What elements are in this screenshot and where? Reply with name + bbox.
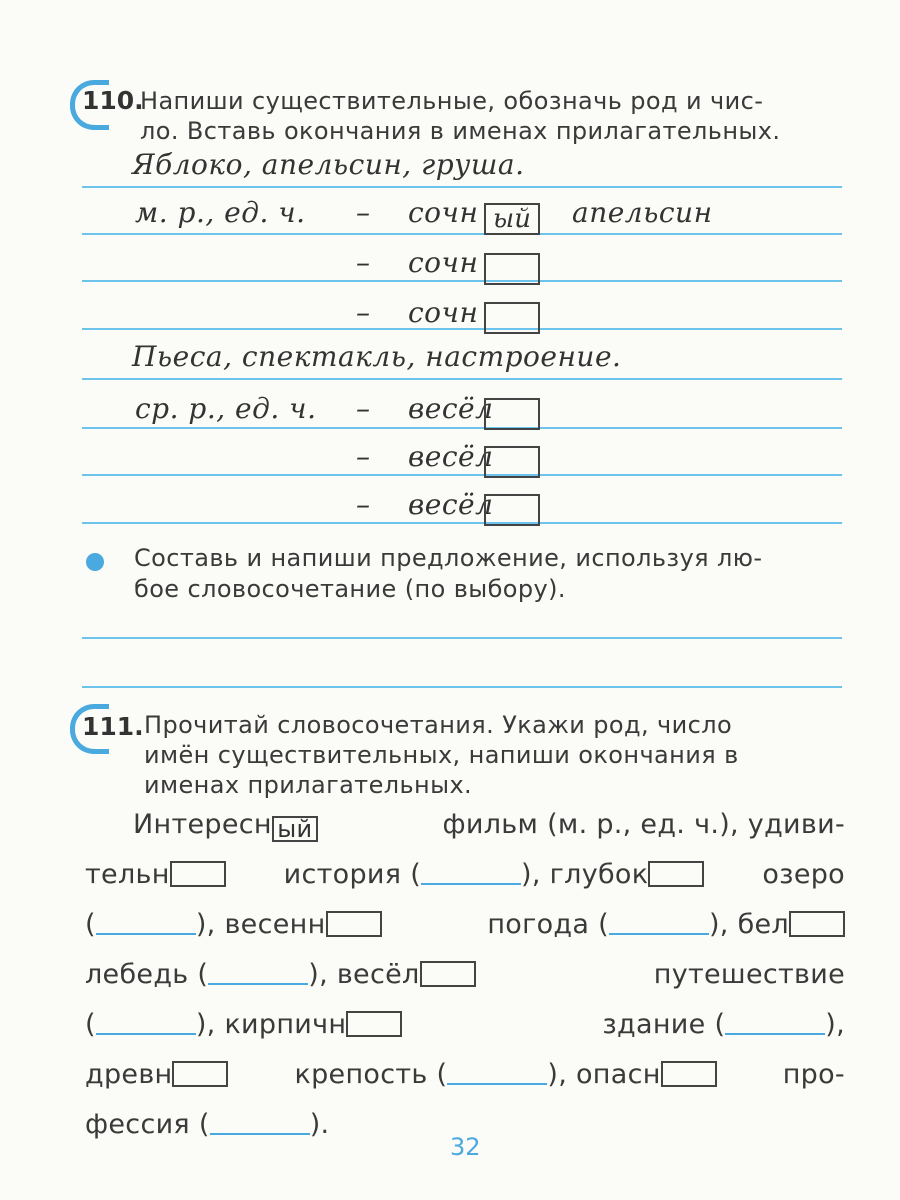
task-110-instruction-line1: Напиши существительные, обозначь род и чис- — [140, 87, 764, 115]
exercise-row — [85, 900, 845, 950]
phrase-text: тельн — [85, 859, 170, 890]
dash: – — [356, 196, 371, 229]
bullet-dot — [86, 553, 104, 571]
nouns-group2: Пьеса, спектакль, настроение. — [132, 340, 622, 373]
writing-line — [82, 686, 842, 688]
writing-line — [82, 522, 842, 524]
task-110-instruction-line2: ло. Вставь окончания в именах прилагательных. — [140, 117, 781, 145]
phrase-text: лебедь ( — [85, 959, 209, 990]
ending-box[interactable] — [346, 1011, 402, 1037]
answer-blank[interactable] — [208, 957, 308, 985]
ending-box[interactable] — [484, 398, 540, 430]
noun-written: апельсин — [572, 196, 713, 229]
ending-box[interactable] — [484, 253, 540, 285]
phrase-text: ). — [309, 1109, 330, 1140]
bullet-instruction-line2: бое словосочетание (по выбору). — [134, 575, 566, 603]
phrase-text: ), глубок — [521, 859, 649, 890]
task-111-number: 111. — [82, 712, 144, 741]
phrase-text: ), весенн — [195, 909, 326, 940]
dash: – — [356, 488, 371, 521]
writing-line — [82, 637, 842, 639]
phrase-text: путешествие — [653, 959, 845, 990]
ending-box[interactable] — [484, 446, 540, 478]
writing-line — [82, 186, 842, 188]
ending-box[interactable] — [172, 1061, 228, 1087]
gender-label-group2: ср. р., ед. ч. — [135, 392, 317, 425]
adjective-stem: сочн — [408, 196, 479, 229]
ending-box[interactable] — [484, 302, 540, 334]
dash: – — [356, 440, 371, 473]
nouns-group1: Яблоко, апельсин, груша. — [132, 148, 525, 181]
answer-blank[interactable] — [210, 1107, 310, 1135]
adjective-stem: весёл — [408, 440, 494, 473]
phrase-text: Интересн — [133, 809, 272, 840]
task-111-instruction-line3: именах прилагательных. — [144, 771, 473, 799]
writing-line — [82, 427, 842, 429]
writing-line — [82, 474, 842, 476]
phrase-text: древн — [85, 1059, 173, 1090]
answer-blank[interactable] — [447, 1057, 547, 1085]
task-111-exercise — [85, 800, 845, 1150]
phrase-text: история ( — [283, 859, 422, 890]
writing-line — [82, 233, 842, 235]
exercise-row — [85, 850, 845, 900]
ending-box[interactable] — [484, 494, 540, 526]
phrase-text: погода ( — [487, 909, 609, 940]
answer-blank[interactable] — [421, 857, 521, 885]
exercise-row — [85, 800, 845, 850]
writing-line — [82, 280, 842, 282]
ending-box[interactable] — [789, 911, 845, 937]
adjective-stem: сочн — [408, 296, 479, 329]
adjective-stem: сочн — [408, 246, 479, 279]
answer-blank[interactable] — [609, 907, 709, 935]
answer-blank[interactable] — [96, 907, 196, 935]
adjective-stem: весёл — [408, 392, 494, 425]
phrase-text: ), кирпичн — [195, 1009, 347, 1040]
phrase-text: озеро — [762, 859, 845, 890]
phrase-text: ), бел — [708, 909, 789, 940]
ending-box[interactable] — [170, 861, 226, 887]
phrase-text: фессия ( — [85, 1109, 210, 1140]
exercise-row — [85, 1050, 845, 1100]
answer-blank[interactable] — [725, 1007, 825, 1035]
exercise-row — [85, 1000, 845, 1050]
phrase-text: ), опасн — [547, 1059, 661, 1090]
ending-box[interactable] — [420, 961, 476, 987]
dash: – — [356, 246, 371, 279]
task-111-instruction-line2: имён существительных, напиши окончания в — [144, 741, 739, 769]
phrase-text: ), весёл — [308, 959, 420, 990]
writing-line — [82, 378, 842, 380]
phrase-text: ), — [825, 1009, 845, 1040]
ending-box[interactable] — [326, 911, 382, 937]
answer-blank[interactable] — [96, 1007, 196, 1035]
phrase-text: ( — [85, 1009, 96, 1040]
gender-label-group1: м. р., ед. ч. — [135, 196, 306, 229]
phrase-text: фильм (м. р., ед. ч.), удиви- — [442, 809, 845, 840]
phrase-text: крепость ( — [294, 1059, 448, 1090]
ending-box[interactable] — [661, 1061, 717, 1087]
dash: – — [356, 296, 371, 329]
phrase-text: про- — [782, 1059, 845, 1090]
adjective-stem: весёл — [408, 488, 494, 521]
page-number: 32 — [450, 1133, 481, 1161]
task-110-number: 110. — [82, 86, 144, 115]
exercise-row — [85, 950, 845, 1000]
dash: – — [356, 392, 371, 425]
ending-box-filled: ый — [484, 203, 540, 235]
bullet-instruction-line1: Составь и напиши предложение, используя лю- — [134, 544, 763, 572]
task-111-instruction-line1: Прочитай словосочетания. Укажи род, число — [144, 711, 733, 739]
phrase-text: ( — [85, 909, 96, 940]
ending-box-filled: ый — [272, 816, 318, 842]
ending-box[interactable] — [648, 861, 704, 887]
phrase-text: здание ( — [602, 1009, 726, 1040]
